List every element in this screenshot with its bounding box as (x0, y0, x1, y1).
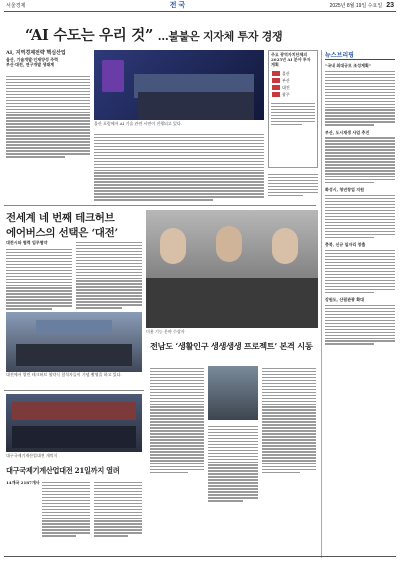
sidebar-item: 강원도, 산림관광 확대 (325, 296, 364, 302)
chart-row: 울산 (270, 70, 316, 77)
lead-photo-caption: 울산 포럼에서 AI 기술 관련 시연이 진행되고 있다. (94, 121, 183, 126)
daejeon-subhead: 대전시와 협력 업무협약 (6, 240, 48, 245)
daejeon-body-col2 (76, 240, 142, 310)
sidebar-item: 충북, 신규 일자리 창출 (325, 242, 366, 248)
jeonnam-headline: 전남도 ‘생활인구 생생생생 프로젝트’ 본격 시동 (150, 341, 313, 351)
news-briefing-sidebar (325, 50, 395, 346)
daegu-photo-caption: 대구국제기계산업대전 개막식 (6, 453, 58, 458)
daegu-photo (6, 394, 142, 452)
jeonnam-body-col2 (208, 424, 258, 503)
lead-body-col3 (268, 172, 318, 198)
page-header (0, 0, 400, 10)
chart-row: 광주 (270, 91, 316, 98)
sidebar-item: 부산, 도시재생 사업 추진 (325, 129, 370, 135)
event-photo (146, 210, 318, 328)
daegu-headline: 대구국제기계산업대전 21일까지 열려 (6, 466, 120, 475)
daejeon-headline: 전세계 네 번째 테크허브 에어버스의 선택은 ‘대전’ (6, 212, 118, 239)
jeonnam-body-col1 (150, 366, 204, 475)
sidebar-item: 화성시, 청년창업 지원 (325, 187, 364, 193)
chart-row: 부산 (270, 77, 316, 84)
daejeon-photo (6, 312, 142, 372)
sidebar-title: 뉴스브리핑 (325, 50, 395, 60)
daejeon-body-col1 (6, 247, 72, 311)
lead-photo (94, 50, 264, 120)
publication-name: 서울경제 (6, 2, 26, 9)
daejeon-photo-caption: 대전에서 열린 테크허브 협약식 참석자들이 기념 촬영을 하고 있다. (6, 372, 122, 377)
jeonnam-body-col3 (262, 366, 316, 475)
header-rule (4, 11, 396, 12)
daegu-body-col1 (42, 480, 90, 538)
chart-title: 주요 광역자치단체의 2025년 AI 분야 투자 계획 (271, 52, 311, 67)
page-number: 23 (386, 1, 394, 9)
sidebar-item: “국내 최대규모 조성계획” (325, 63, 372, 68)
lead-body-col1 (6, 74, 90, 159)
lead-subheads: AI, 지역경제전략 핵심산업 울산, 기술개발·인재양성 주력 부산·대전, 연구개발 생태계 (6, 50, 66, 67)
event-photo-caption: 미용 기능 분야 수상자 (146, 329, 185, 334)
jeonnam-photo (208, 366, 258, 420)
page-date: 2025년 8월 19일 수요일 (329, 2, 383, 9)
investment-chart-box (268, 50, 318, 168)
lead-body-col2 (94, 132, 264, 202)
daegu-subhead: 14개국 2187개사 (6, 480, 40, 485)
chart-row: 대전 (270, 84, 316, 91)
section-title: 전 국 (169, 2, 186, 9)
daegu-body-col2 (94, 480, 142, 538)
lead-headline: “AI 수도는 우리 것” …불붙은 지자체 투자 경쟁 (25, 27, 283, 44)
